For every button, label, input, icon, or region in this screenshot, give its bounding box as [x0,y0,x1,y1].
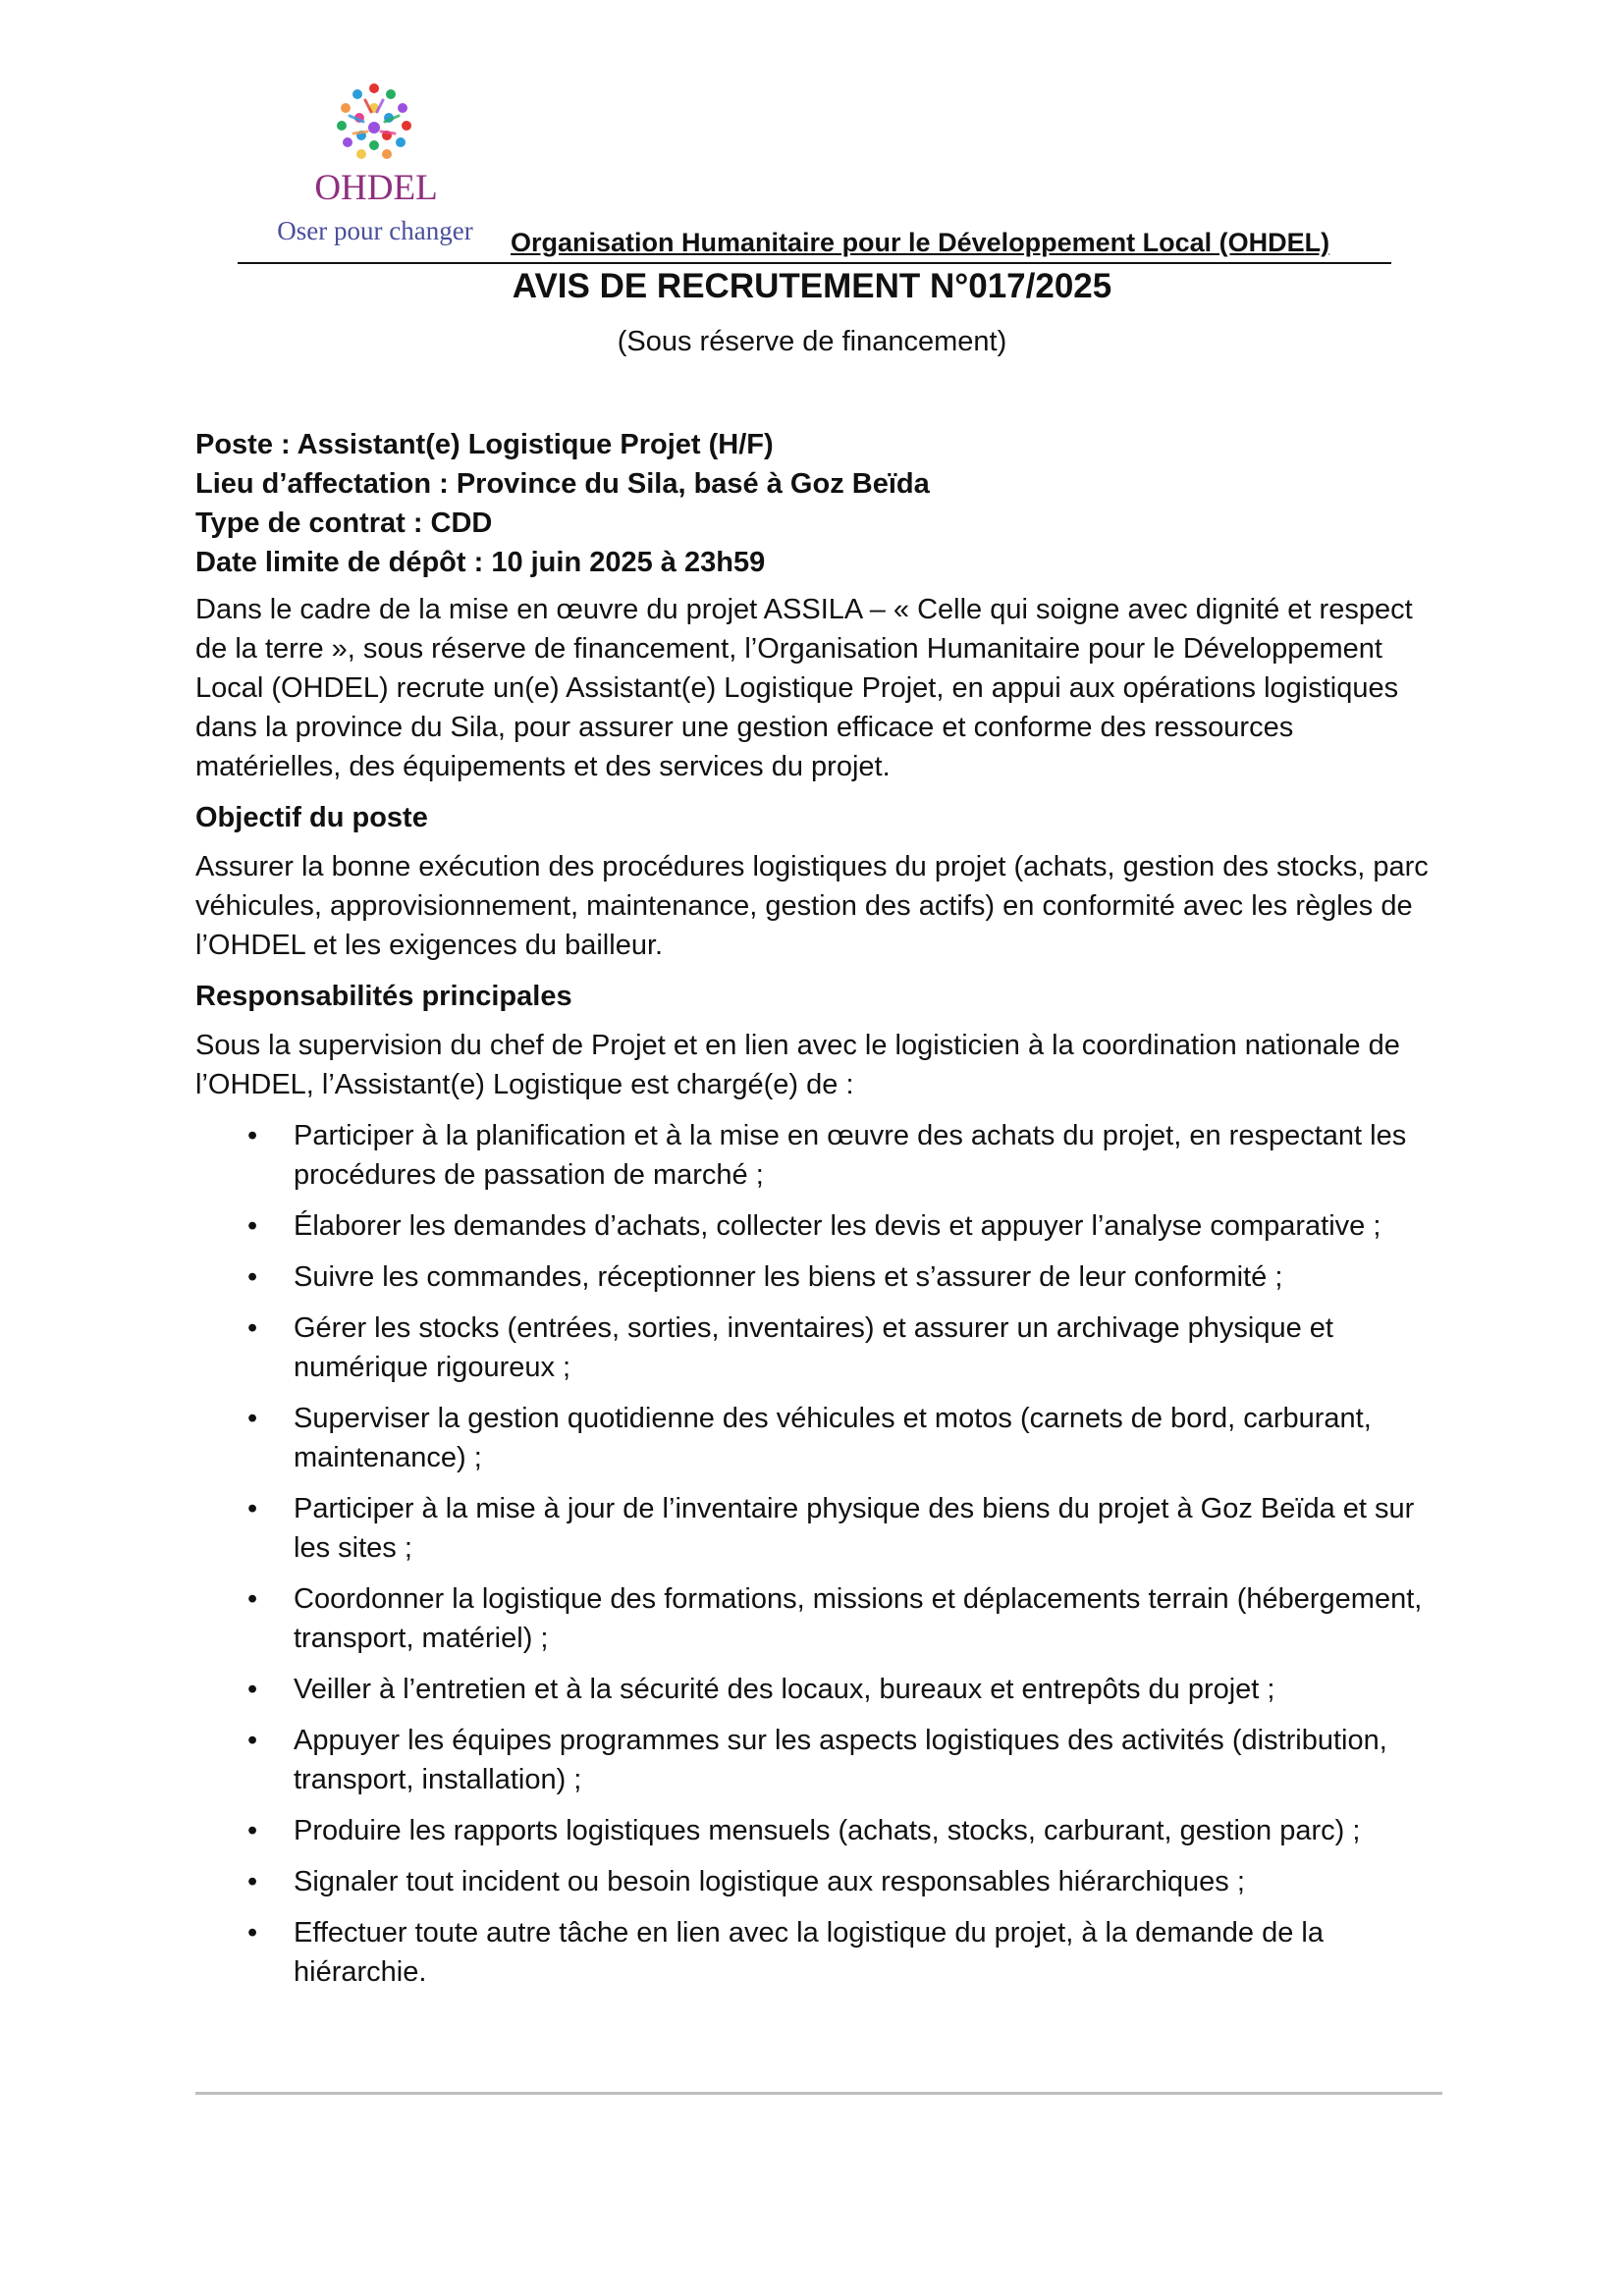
header-divider [238,262,1391,264]
list-item-text: Coordonner la logistique des formations, missions et déplacements terrain (hébergement, transport, matériel) ; [294,1583,1423,1654]
responsibilities-list [195,1116,1442,1992]
list-item [195,1862,1442,1901]
meta-poste: Poste : Assistant(e) Logistique Projet (H/F) [195,429,774,460]
logo-text: OHDEL [314,168,438,208]
bullet-icon: • [247,1312,258,1344]
bullet-icon: • [247,1917,258,1949]
list-item-text: Produire les rapports logistiques mensuels (achats, stocks, carburant, gestion parc) ; [294,1815,1361,1846]
document-subtitle: (Sous réserve de financement) [617,326,1007,357]
meta-lieu: Lieu d’affectation : Province du Sila, basé à Goz Beïda [195,468,930,500]
list-item-text: Signaler tout incident ou besoin logistique aux responsables hiérarchiques ; [294,1866,1245,1897]
meta-contrat: Type de contrat : CDD [195,507,493,539]
list-item [195,1579,1442,1658]
bullet-icon: • [247,1261,258,1293]
bullet-icon: • [247,1210,258,1242]
meta-date-limite: Date limite de dépôt : 10 juin 2025 à 23h59 [195,547,766,578]
organization-name: Organisation Humanitaire pour le Développement Local (OHDEL) [511,228,1330,257]
intro-paragraph: Dans le cadre de la mise en œuvre du projet ASSILA – « Celle qui soigne avec dignité et respect de la terre », sous réserve de financement, l’Organisation Humanitaire pour le Développement Local (OHDEL) recrute un(e) Assistant(e) Logistique Projet, en appui aux opérations logistiques dans la province du Sila, pour assurer une gestion efficace et conforme des ressources matérielles, des équipements et des services du projet. [195,594,1413,782]
list-item [195,1206,1442,1246]
bullet-icon: • [247,1583,258,1615]
list-item-text: Veiller à l’entretien et à la sécurité des locaux, bureaux et entrepôts du projet ; [294,1674,1275,1705]
footer-divider [195,2092,1442,2095]
list-item-text: Suivre les commandes, réceptionner les biens et s’assurer de leur conformité ; [294,1261,1283,1293]
bullet-icon: • [247,1403,258,1434]
organization-logo [277,69,491,255]
list-item [195,1308,1442,1387]
responsabilites-intro: Sous la supervision du chef de Projet et en lien avec le logisticien à la coordination nationale de l’OHDEL, l’Assistant(e) Logistique est chargé(e) de : [195,1030,1400,1100]
document-body [195,425,1442,2003]
list-item [195,1116,1442,1195]
list-item [195,1913,1442,1992]
document-title: AVIS DE RECRUTEMENT N°017/2025 [512,267,1112,305]
objectif-paragraph: Assurer la bonne exécution des procédures logistiques du projet (achats, gestion des stocks, parc véhicules, approvisionnement, maintenance, gestion des actifs) en conformité avec les règles de l’OHDEL et les exigences du bailleur. [195,851,1429,961]
objectif-heading: Objectif du poste [195,802,428,833]
bullet-icon: • [247,1725,258,1756]
list-item-text: Superviser la gestion quotidienne des véhicules et motos (carnets de bord, carburant, maintenance) ; [294,1403,1372,1473]
list-item [195,1721,1442,1799]
responsabilites-heading: Responsabilités principales [195,981,572,1012]
list-item [195,1399,1442,1477]
list-item-text: Élaborer les demandes d’achats, collecter les devis et appuyer l’analyse comparative ; [294,1210,1381,1242]
bullet-icon: • [247,1493,258,1524]
bullet-icon: • [247,1866,258,1897]
list-item-text: Appuyer les équipes programmes sur les aspects logistiques des activités (distribution, transport, installation) ; [294,1725,1387,1795]
list-item [195,1811,1442,1850]
bullet-icon: • [247,1120,258,1151]
bullet-icon: • [247,1674,258,1705]
bullet-icon: • [247,1815,258,1846]
list-item-text: Gérer les stocks (entrées, sorties, inventaires) et assurer un archivage physique et numérique rigoureux ; [294,1312,1333,1383]
logo-tagline: Oser pour changer [277,216,473,245]
list-item-text: Effectuer toute autre tâche en lien avec la logistique du projet, à la demande de la hiérarchie. [294,1917,1324,1988]
list-item [195,1670,1442,1709]
list-item-text: Participer à la mise à jour de l’inventaire physique des biens du projet à Goz Beïda et sur les sites ; [294,1493,1415,1564]
list-item-text: Participer à la planification et à la mise en œuvre des achats du projet, en respectant les procédures de passation de marché ; [294,1120,1407,1191]
list-item [195,1489,1442,1568]
list-item [195,1257,1442,1297]
people-globe-icon [330,77,418,165]
